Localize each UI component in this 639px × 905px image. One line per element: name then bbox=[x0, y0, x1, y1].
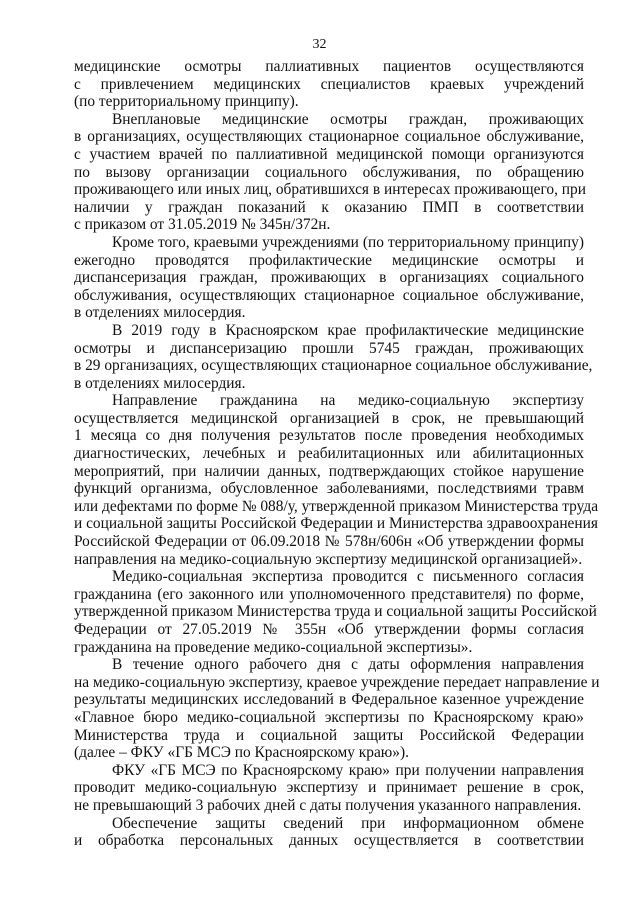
text-line: проводит медико-социальную экспертизу и принимает решение в срок, bbox=[74, 779, 584, 797]
text-line: Медико-социальная экспертиза проводится с письменного согласия bbox=[112, 568, 584, 586]
text-line: «Главное бюро медико-социальной экспертизы по Красноярскому краю» bbox=[74, 708, 584, 726]
text-line: в отделениях милосердия. bbox=[74, 304, 246, 322]
text-line: не превышающий 3 рабочих дней с даты получения указанного направления. bbox=[74, 796, 582, 814]
text-line: наличии у граждан показаний к оказанию ПМП в соответствии bbox=[74, 198, 584, 216]
text-line: Направление гражданина на медико-социальную экспертизу bbox=[112, 392, 584, 410]
text-line: утвержденной приказом Министерства труда и социальной защиты Российской bbox=[74, 603, 597, 621]
text-line: Федерации от 27.05.2019 № 355н «Об утверждении формы согласия bbox=[74, 621, 584, 638]
text-line: 1 месяца со дня получения результатов после проведения необходимых bbox=[74, 427, 584, 445]
text-line: Министерства труда и социальной защиты Российской Федерации bbox=[74, 726, 584, 744]
text-line: в организациях, осуществляющих стационарное социальное обслуживание, bbox=[74, 128, 584, 146]
text-line: гражданина (его законного или уполномоченного представителя) по форме, bbox=[74, 585, 584, 603]
paragraph bbox=[74, 656, 600, 762]
text-line: или дефектами по форме № 088/у, утвержденной приказом Министерства труда bbox=[74, 497, 599, 515]
text-line: медицинские осмотры паллиативных пациентов осуществляются bbox=[74, 58, 584, 75]
text-line: результаты медицинских исследований в Федеральное казенное учреждение bbox=[74, 691, 584, 709]
text-line: В течение одного рабочего дня с даты оформления направления bbox=[112, 656, 584, 674]
text-line: гражданина на проведение медико-социальной экспертизы». bbox=[74, 638, 473, 656]
text-line: осмотры и диспансеризацию прошли 5745 граждан, проживающих bbox=[74, 339, 584, 357]
paragraph bbox=[74, 815, 584, 850]
text-line: ФКУ «ГБ МСЭ по Красноярскому краю» при получении направления bbox=[112, 761, 584, 779]
text-line: Кроме того, краевыми учреждениями (по территориальному принципу) bbox=[112, 233, 584, 251]
text-line: и социальной защиты Российской Федерации и Министерства здравоохранения bbox=[74, 515, 598, 533]
text-line: Российской Федерации от 06.09.2018 № 578н/606н «Об утверждении формы bbox=[74, 533, 584, 551]
text-line: с участием врачей по паллиативной медицинской помощи организуются bbox=[74, 145, 584, 163]
text-line: (далее – ФКУ «ГБ МСЭ по Красноярскому краю»). bbox=[74, 744, 409, 762]
text-line: направления на медико-социальную экспертизу медицинской организацией». bbox=[74, 550, 583, 568]
text-line: мероприятий, при наличии данных, подтверждающих стойкое нарушение bbox=[74, 462, 584, 480]
paragraph bbox=[74, 392, 599, 568]
text-line: диспансеризация граждан, проживающих в организациях социального bbox=[74, 269, 584, 287]
text-line: с привлечением медицинских специалистов краевых учреждений bbox=[74, 75, 584, 93]
text-line: и обработка персональных данных осуществляется в соответствии bbox=[74, 832, 584, 850]
text-line: на медико-социальную экспертизу, краевое учреждение передает направление и bbox=[74, 673, 600, 691]
text-line: Обеспечение защиты сведений при информационном обмене bbox=[112, 814, 584, 832]
text-line: функций организма, обусловленное заболеваниями, последствиями травм bbox=[74, 480, 584, 498]
paragraph bbox=[74, 111, 584, 234]
paragraph bbox=[74, 568, 597, 656]
document-body bbox=[74, 58, 600, 850]
text-line: ежегодно проводятся профилактические медицинские осмотры и bbox=[74, 251, 584, 269]
text-line: Внеплановые медицинские осмотры граждан, проживающих bbox=[112, 110, 584, 128]
text-line: в 29 организациях, осуществляющих стационарное социальное обслуживание, bbox=[74, 357, 593, 375]
text-line: (по территориальному принципу). bbox=[74, 93, 299, 111]
text-line: проживающего или иных лиц, обратившихся в интересах проживающего, при bbox=[74, 181, 586, 199]
text-line: осуществляется медицинской организацией в срок, не превышающий bbox=[74, 409, 584, 427]
text-line: в отделениях милосердия. bbox=[74, 374, 246, 392]
text-line: по вызову организации социального обслуживания, по обращению bbox=[74, 163, 584, 181]
paragraph bbox=[74, 234, 584, 322]
page-number: 32 bbox=[312, 37, 327, 52]
text-line: диагностических, лечебных и реабилитационных или абилитационных bbox=[74, 445, 584, 463]
paragraph bbox=[74, 321, 593, 392]
paragraph bbox=[74, 58, 584, 111]
paragraph bbox=[74, 762, 584, 815]
text-line: обслуживания, осуществляющих стационарное социальное обслуживание, bbox=[74, 286, 584, 304]
text-line: В 2019 году в Красноярском крае профилактические медицинские bbox=[112, 321, 584, 339]
text-line: с приказом от 31.05.2019 № 345н/372н. bbox=[74, 216, 331, 234]
